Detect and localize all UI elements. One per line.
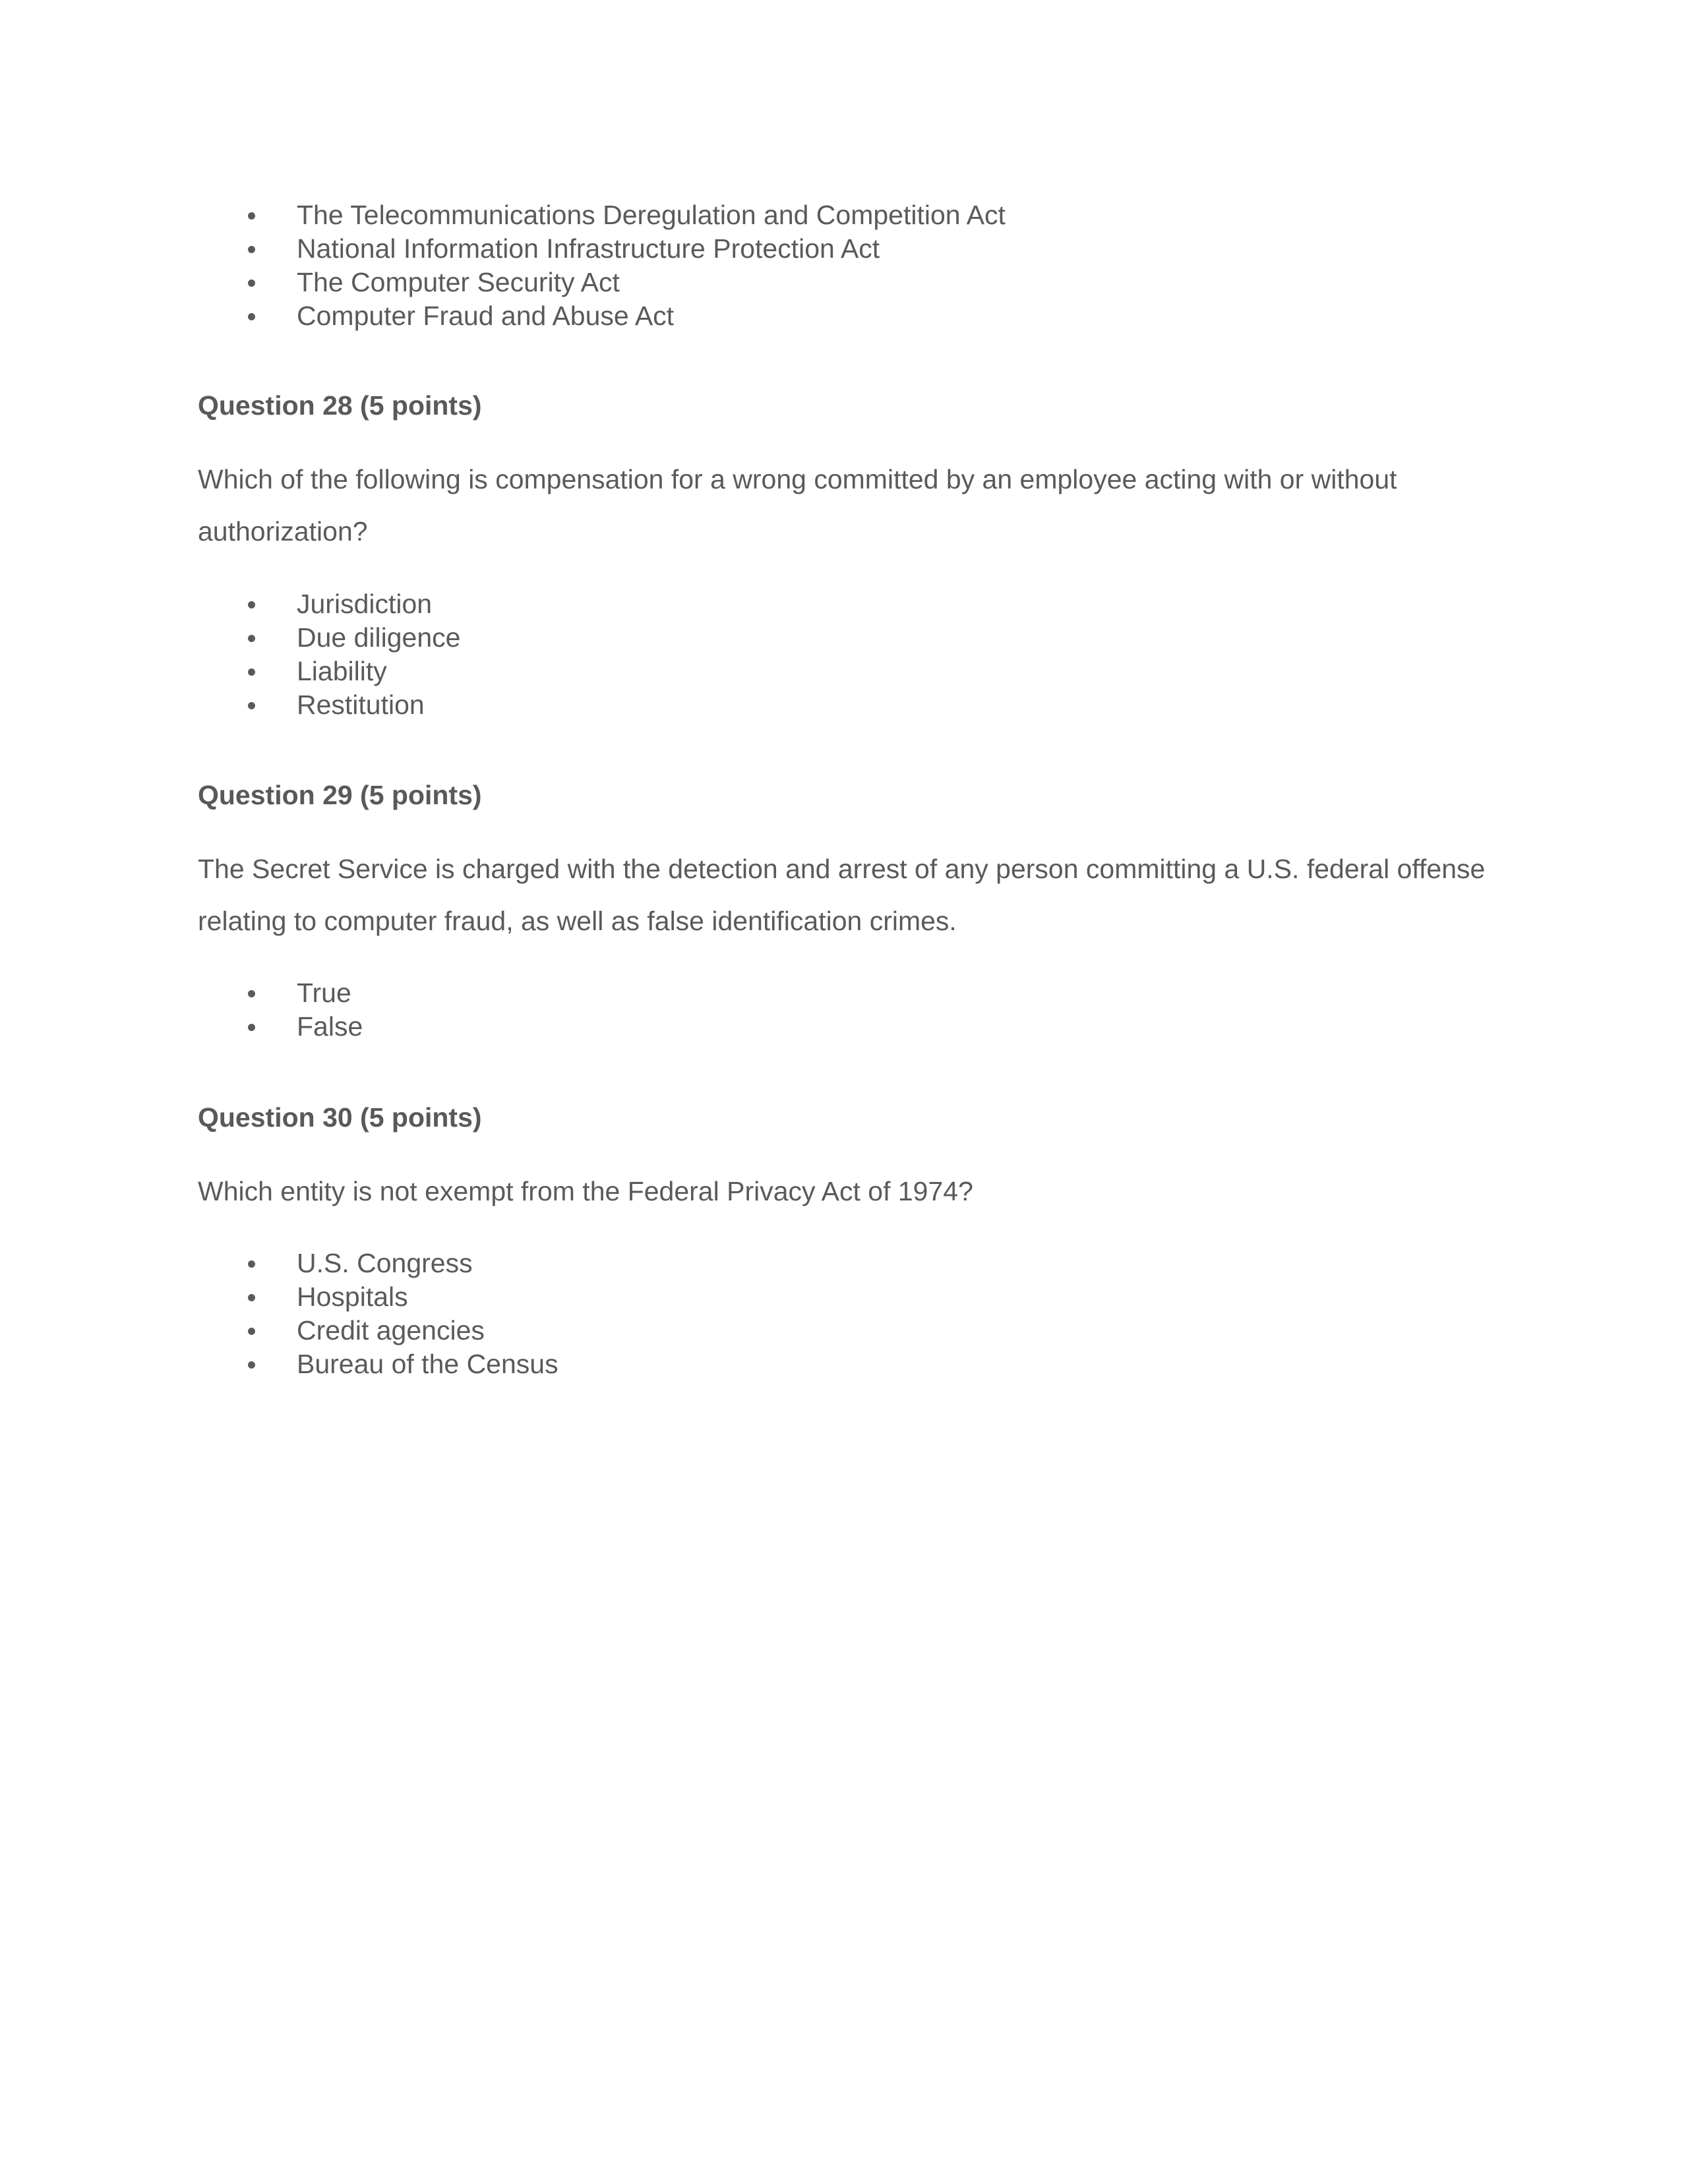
option-item[interactable] [198,1010,1490,1044]
option-label: False [297,1011,363,1042]
question-28-text-block [198,454,1490,558]
question-text: Which entity is not exempt from the Federal Privacy Act of 1974? [198,1176,973,1206]
question-28-title-block [198,389,1490,423]
option-label: Credit agencies [297,1315,485,1345]
question-29-title-block [198,779,1490,812]
bullet-icon [248,668,255,676]
option-item[interactable] [198,232,1490,266]
option-item[interactable] [198,621,1490,655]
question-29-text-block [198,843,1490,947]
option-label: Hospitals [297,1282,408,1312]
question-30-text-block [198,1166,1490,1218]
question-29-options [198,976,1490,1044]
option-item[interactable] [198,266,1490,299]
option-item[interactable] [198,587,1490,621]
option-item[interactable] [198,688,1490,722]
option-item[interactable] [198,655,1490,688]
option-item[interactable] [198,1314,1490,1347]
option-item[interactable] [198,1347,1490,1381]
bullet-icon [248,1294,255,1301]
option-list [198,1247,1490,1381]
bullet-icon [248,702,255,709]
question-title: Question 28 (5 points) [198,390,482,421]
bullet-icon [248,601,255,608]
question-text: The Secret Service is charged with the detection and arrest of any person committing a U.S. federal offense relating to computer fraud, as well as false identification crimes. [198,854,1486,936]
bullet-icon [248,990,255,997]
option-label: U.S. Congress [297,1248,473,1278]
option-list [198,976,1490,1044]
bullet-icon [248,1361,255,1369]
bullet-icon [248,280,255,287]
option-label: Liability [297,656,387,686]
question-title: Question 30 (5 points) [198,1102,482,1133]
bullet-icon [248,1328,255,1335]
option-label: The Computer Security Act [297,267,620,297]
prev-question-options [198,198,1490,333]
option-item[interactable] [198,1280,1490,1314]
option-item[interactable] [198,299,1490,333]
question-30-options [198,1247,1490,1381]
option-list [198,198,1490,333]
option-label: Computer Fraud and Abuse Act [297,301,675,331]
option-label: The Telecommunications Deregulation and Competition Act [297,200,1006,230]
question-title: Question 29 (5 points) [198,780,482,810]
bullet-icon [248,313,255,320]
question-text: Which of the following is compensation for a wrong committed by an employee acting with or without authorization? [198,464,1397,546]
bullet-icon [248,1024,255,1031]
option-label: Bureau of the Census [297,1349,558,1379]
option-item[interactable] [198,976,1490,1010]
question-30-title-block [198,1101,1490,1135]
option-item[interactable] [198,1247,1490,1280]
option-list [198,587,1490,722]
question-28-options [198,587,1490,722]
option-item[interactable] [198,198,1490,232]
bullet-icon [248,635,255,642]
option-label: Restitution [297,690,425,720]
bullet-icon [248,1260,255,1268]
bullet-icon [248,212,255,220]
option-label: National Information Infrastructure Protection Act [297,233,880,264]
option-label: Jurisdiction [297,589,433,619]
option-label: Due diligence [297,622,461,653]
bullet-icon [248,246,255,253]
option-label: True [297,978,351,1008]
